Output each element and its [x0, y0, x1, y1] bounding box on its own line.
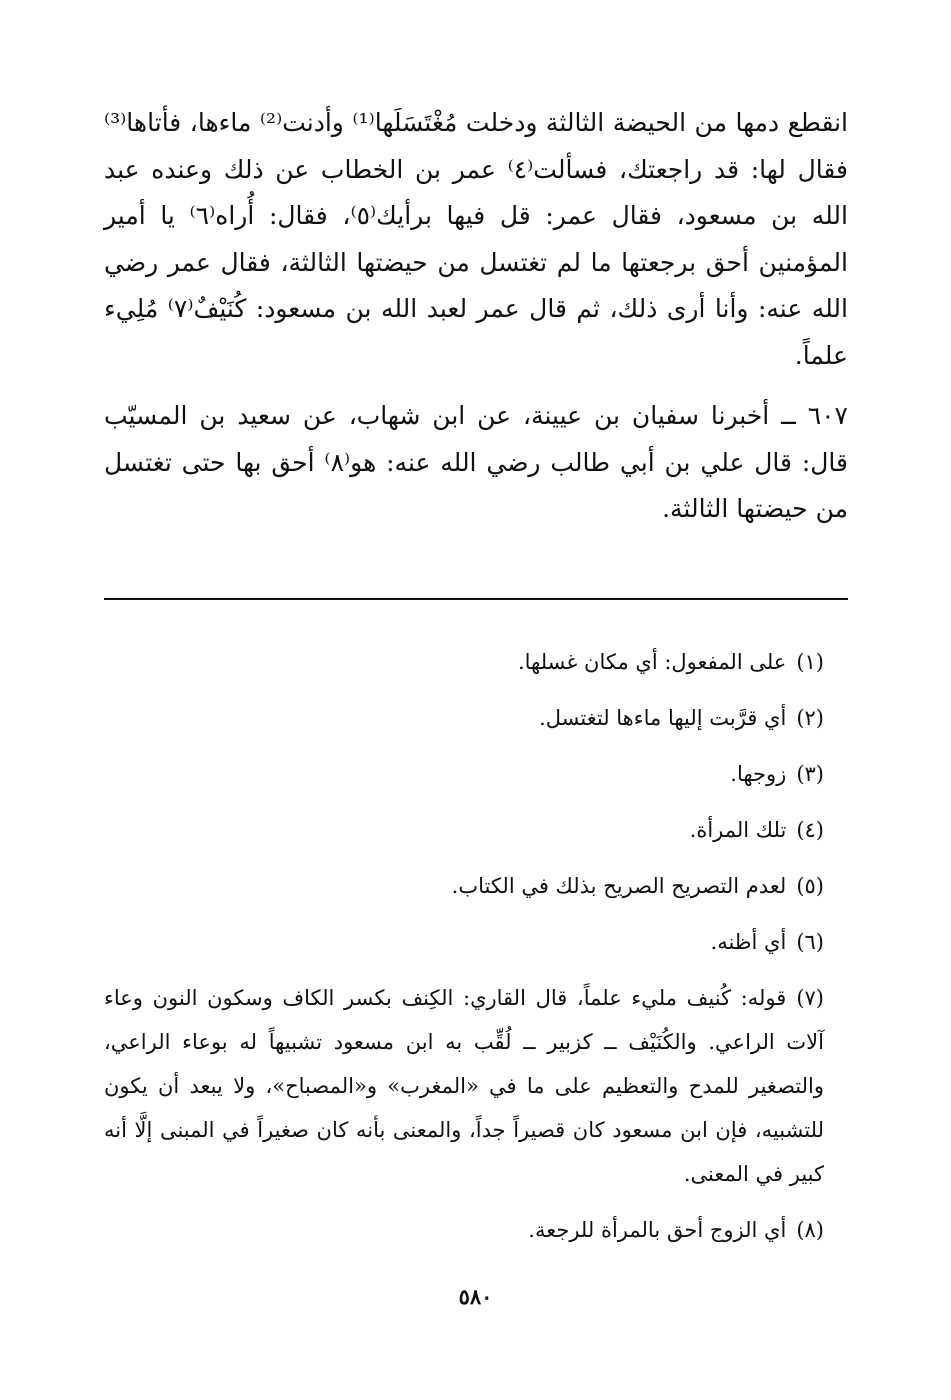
- footnote-3: [104, 752, 848, 796]
- footnote-number: (٤): [796, 818, 824, 842]
- footnote-number: (٧): [796, 986, 824, 1010]
- footnotes: [104, 640, 848, 1264]
- footnote-7: [104, 976, 848, 1196]
- footnote-text: زوجها.: [730, 762, 787, 786]
- footnote-6: [104, 920, 848, 964]
- footnote-number: (٦): [796, 930, 824, 954]
- footnote-number: (٣): [796, 762, 824, 786]
- footnote-1: [104, 640, 848, 684]
- footnote-text: على المفعول: أي مكان غسلها.: [517, 650, 787, 674]
- footnote-8: [104, 1208, 848, 1252]
- page-number: ٥٨٠: [458, 1284, 493, 1309]
- footnote-divider: [104, 598, 848, 600]
- footnote-number: (٢): [796, 706, 824, 730]
- paragraph-1: انقطع دمها من الحيضة الثالثة ودخلت مُغْتَسَلَها⁽¹⁾ وأدنت⁽²⁾ ماءها، فأتاها⁽³⁾ فقال لها: قد راجعتك، فسألت⁽٤⁾ عمر بن الخطاب عن ذلك وعنده عبد الله بن مسعود، فقال عمر: قل فيها برأيك⁽٥⁾، فقال: أُراه⁽٦⁾ يا أمير المؤمنين أحق برجعتها ما لم تغتسل من حيضتها الثالثة، فقال عمر رضي الله عنه: وأنا أرى ذلك، ثم قال عمر لعبد الله بن مسعود: كُنَيْفٌ⁽٧⁾ مُلِيء علماً.: [104, 108, 849, 370]
- main-text: [104, 100, 848, 533]
- footnote-number: (١): [796, 650, 824, 674]
- footnote-5: [104, 864, 848, 908]
- paragraph-2: ٦٠٧ ــ أخبرنا سفيان بن عيينة، عن ابن شهاب، عن سعيد بن المسيّب قال: قال علي بن أبي طالب رضي الله عنه: هو⁽٨⁾ أحق بها حتى تغتسل من حيضتها الثالثة.: [104, 401, 848, 523]
- footnote-4: [104, 808, 848, 852]
- footnote-text: تلك المرأة.: [689, 818, 787, 842]
- footnote-number: (٥): [796, 874, 824, 898]
- footnote-text: أي قرَّبت إليها ماءها لتغتسل.: [539, 706, 787, 730]
- footnote-text: أي الزوج أحق بالمرأة للرجعة.: [528, 1218, 787, 1242]
- footnote-text: قوله: كُنيف مليء علماً، قال القاري: الكِنف بكسر الكاف وسكون النون وعاء آلات الراعي. والكُنَيْف ــ كزبير ــ لُقِّب به ابن مسعود تشبيهاً له بوعاء الراعي، والتصغير للمدح والتعظيم على ما في «المغرب» و«المصباح»، ولا يبعد أن يكون للتشبيه، فإن ابن مسعود كان قصيراً جداً، والمعنى بأنه كان صغيراً في المبنى إلَّا أنه كبير في المعنى.: [104, 986, 824, 1186]
- footnote-2: [104, 696, 848, 740]
- footnote-text: لعدم التصريح الصريح بذلك في الكتاب.: [451, 874, 787, 898]
- footnote-text: أي أظنه.: [710, 930, 787, 954]
- footnote-number: (٨): [796, 1218, 824, 1242]
